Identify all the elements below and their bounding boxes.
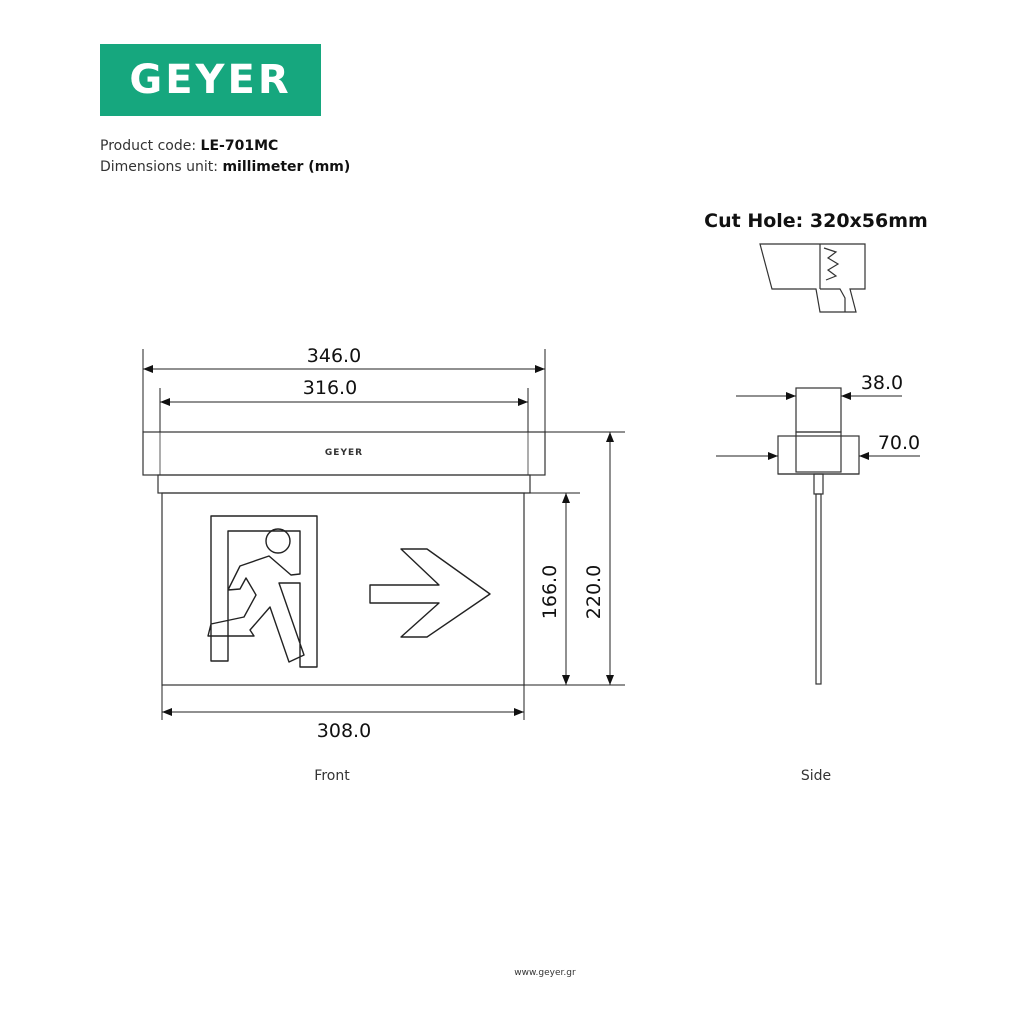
footer-website: www.geyer.gr (514, 968, 576, 978)
dim-side-base-width: 70.0 (877, 432, 921, 454)
side-panel-edge (816, 494, 821, 684)
running-man-icon (208, 516, 317, 667)
dimensions-unit-value: millimeter (mm) (222, 159, 351, 175)
side-mid-body (796, 432, 841, 472)
product-code-label: Product code: (100, 138, 197, 154)
brand-logo-text: GEYER (129, 57, 292, 103)
dimension-308 (162, 685, 524, 720)
cut-hole-detail (760, 244, 865, 312)
side-connector (814, 474, 823, 494)
dimensions-unit-label: Dimensions unit: (100, 159, 219, 175)
side-top-body (796, 388, 841, 432)
dim-trim-width: 316.0 (302, 377, 358, 399)
dim-overall-height: 220.0 (583, 564, 605, 620)
product-code-value: LE-701MC (200, 138, 279, 154)
dim-overall-width: 346.0 (306, 345, 362, 367)
right-arrow-icon (370, 549, 490, 637)
housing-brand-label: GEYER (324, 448, 364, 458)
front-panel (162, 493, 524, 685)
dimension-220 (545, 432, 625, 685)
front-caption: Front (314, 768, 350, 784)
dim-side-top-width: 38.0 (860, 372, 904, 394)
front-base-plate (158, 475, 530, 493)
cut-hole-label: Cut Hole: 320x56mm (704, 210, 928, 232)
side-base-housing (778, 436, 859, 474)
side-caption: Side (800, 768, 832, 784)
dim-panel-width: 308.0 (316, 720, 372, 742)
side-view (778, 388, 859, 684)
dim-panel-height: 166.0 (539, 564, 561, 620)
front-view (143, 432, 545, 685)
